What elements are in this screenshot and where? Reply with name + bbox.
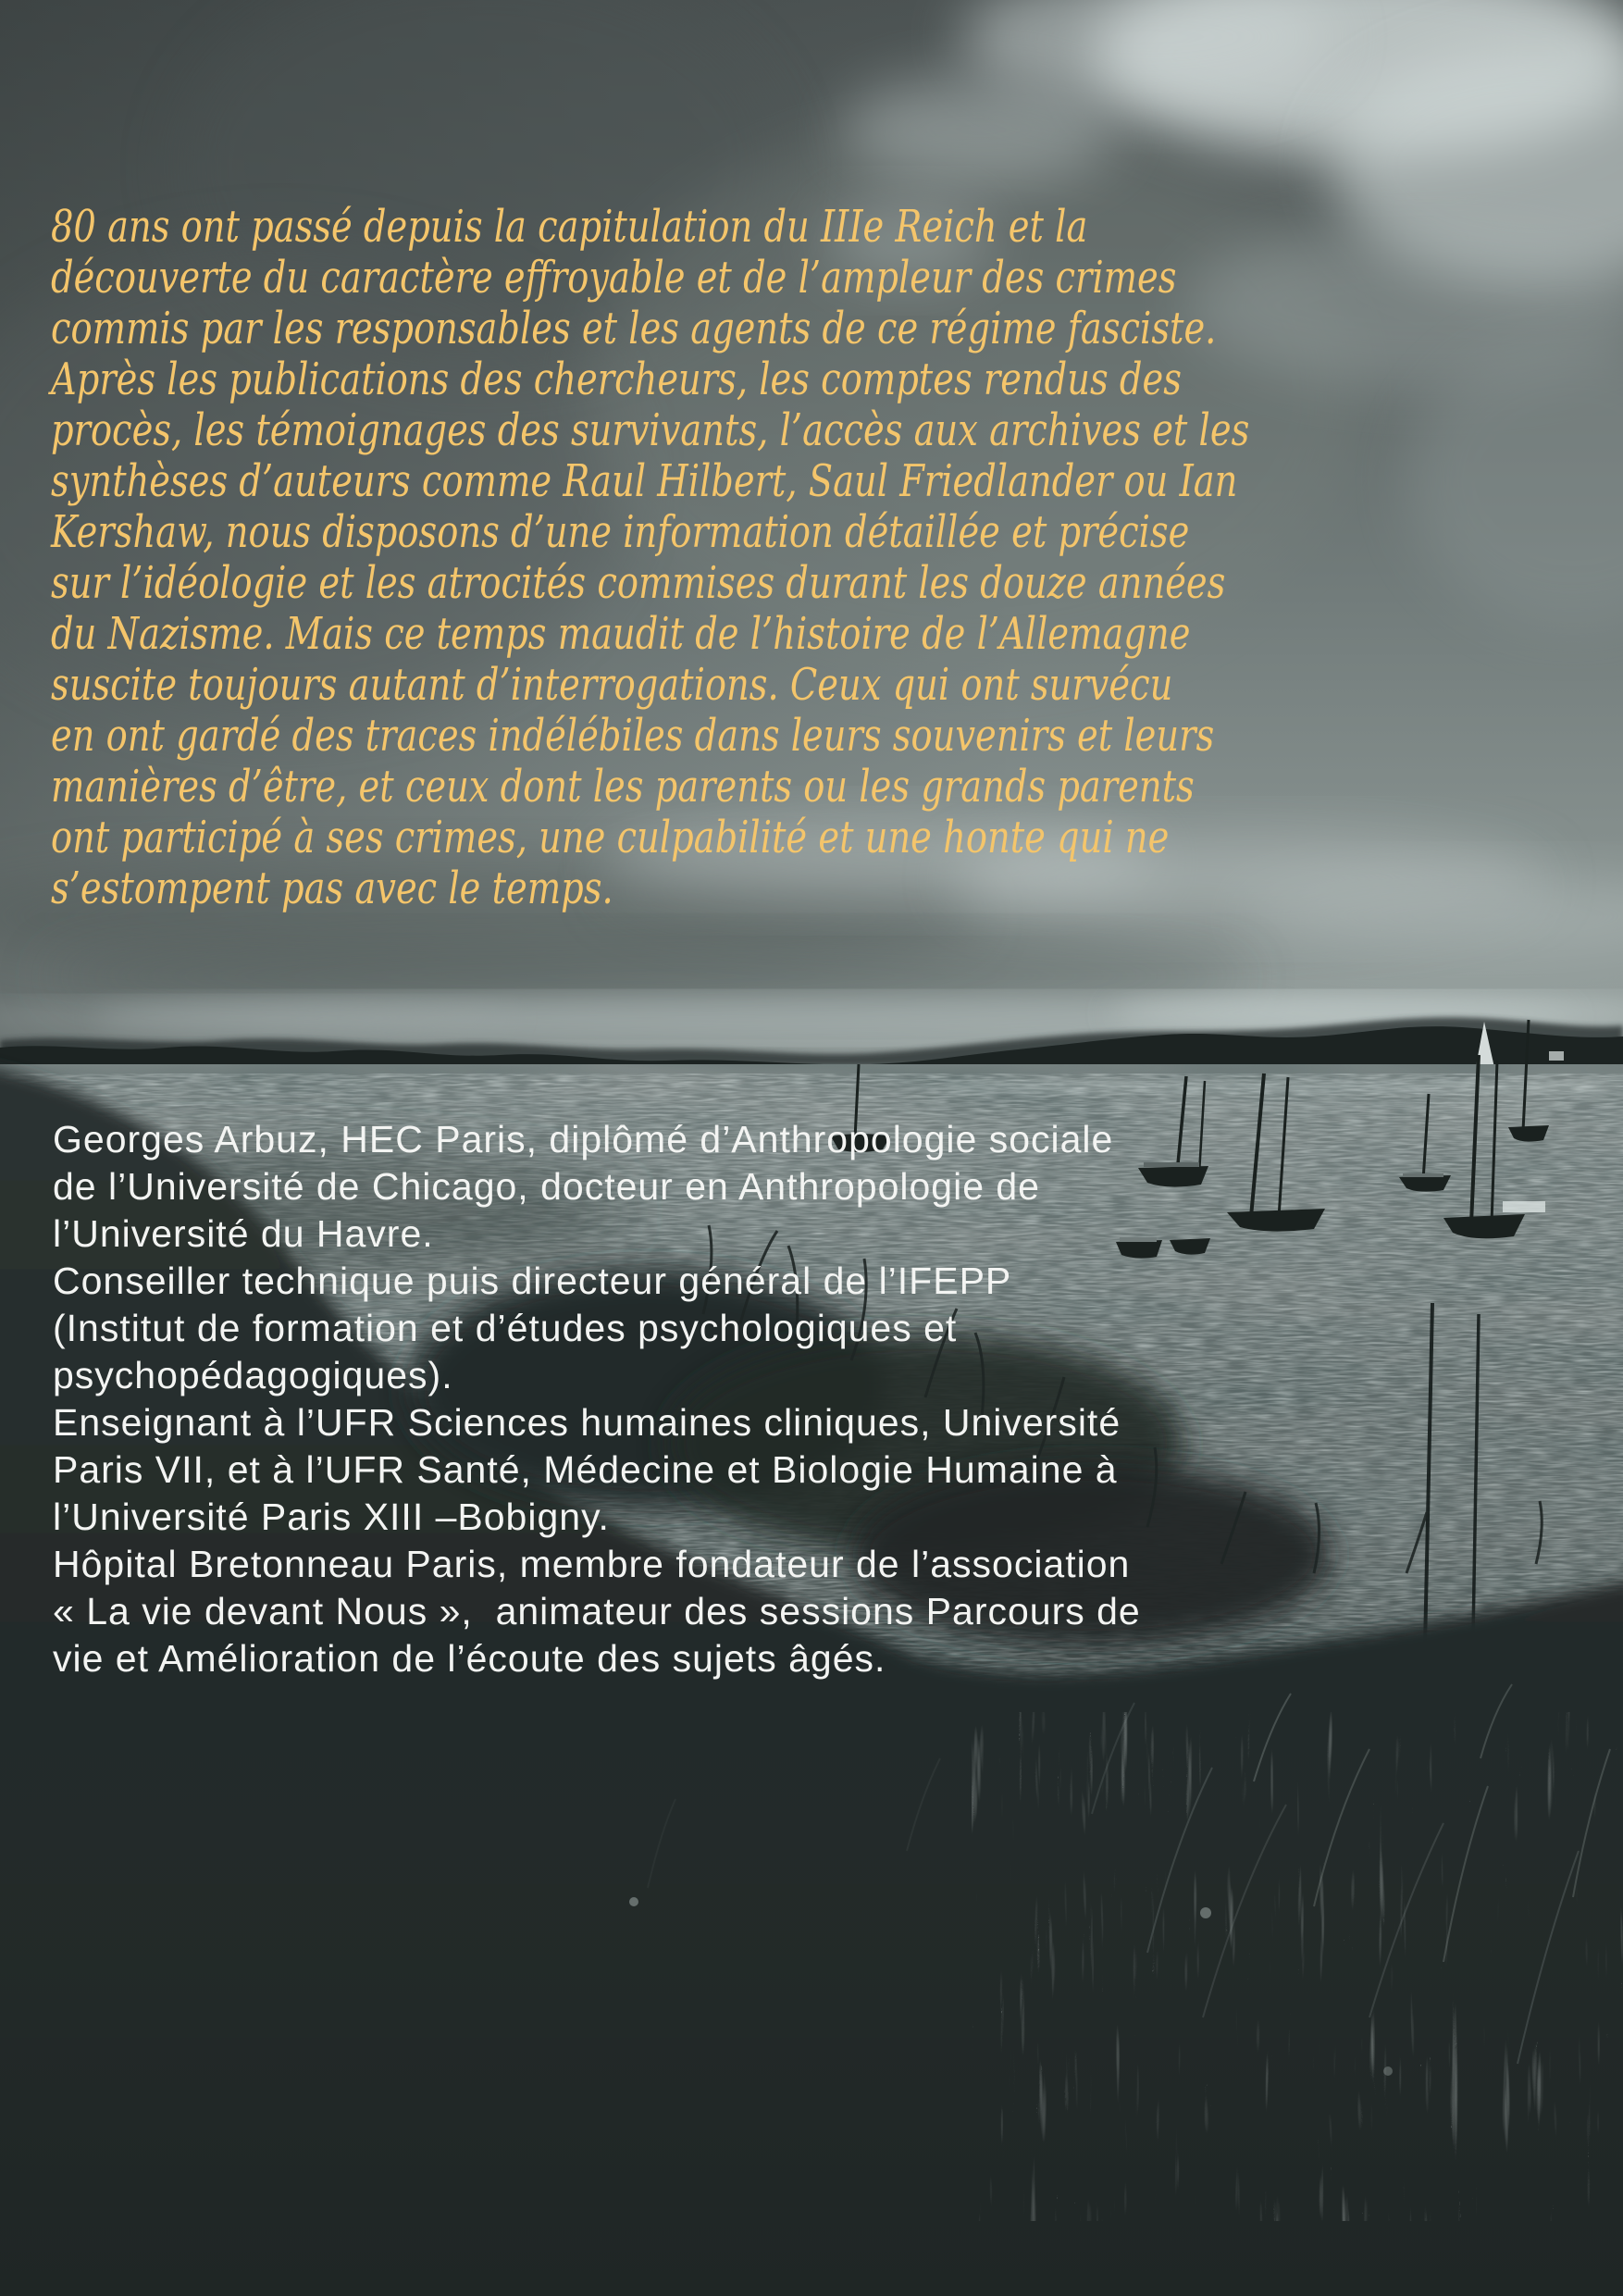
text-line: « La vie devant Nous », animateur des sessions Parcours de — [53, 1590, 1141, 1632]
text-line: Après les publications des chercheurs, les comptes rendus des — [51, 354, 1182, 405]
text-line: en ont gardé des traces indélébiles dans leurs souvenirs et leurs — [51, 710, 1215, 762]
text-line: Kershaw, nous disposons d’une information détaillée et précise — [51, 506, 1190, 558]
text-line: Enseignant à l’UFR Sciences humaines cliniques, Université — [53, 1401, 1121, 1444]
text-line: psychopédagogiques). — [53, 1354, 453, 1396]
text-line: l’Université Paris XIII –Bobigny. — [53, 1496, 610, 1538]
text-line: suscite toujours autant d’interrogations. Ceux qui ont survécu — [51, 659, 1173, 711]
text-line: du Nazisme. Mais ce temps maudit de l’histoire de l’Allemagne — [51, 608, 1191, 660]
text-line: Paris VII, et à l’UFR Santé, Médecine et Biologie Humaine à — [53, 1448, 1118, 1491]
text-line: Conseiller technique puis directeur général de l’IFEPP — [53, 1260, 1012, 1302]
text-line: 80 ans ont passé depuis la capitulation du IIIe Reich et la — [51, 201, 1088, 253]
text-line: découverte du caractère effroyable et de l’ampleur des crimes — [51, 252, 1177, 304]
text-line: commis par les responsables et les agents de ce régime fasciste. — [51, 303, 1217, 354]
text-line: l’Université du Havre. — [53, 1212, 434, 1255]
text-line: ont participé à ses crimes, une culpabilité et une honte qui ne — [51, 812, 1170, 863]
text-line: sur l’idéologie et les atrocités commises durant les douze années — [51, 557, 1226, 609]
author-bio — [53, 1116, 1141, 1682]
text-line: Georges Arbuz, HEC Paris, diplômé d’Anthropologie sociale — [53, 1118, 1114, 1160]
text-line: de l’Université de Chicago, docteur en Anthropologie de — [53, 1165, 1040, 1208]
text-line: procès, les témoignages des survivants, l’accès aux archives et les — [51, 404, 1250, 456]
text-line: s’estompent pas avec le temps. — [51, 863, 613, 914]
text-line: Hôpital Bretonneau Paris, membre fondateur de l’association — [53, 1543, 1131, 1585]
back-cover-quote — [51, 202, 1249, 914]
text-line: (Institut de formation et d’études psychologiques et — [53, 1307, 958, 1349]
text-line: manières d’être, et ceux dont les parents ou les grands parents — [51, 761, 1195, 813]
text-line: vie et Amélioration de l’écoute des sujets âgés. — [53, 1637, 886, 1680]
text-line: synthèses d’auteurs comme Raul Hilbert, Saul Friedlander ou Ian — [51, 455, 1238, 507]
